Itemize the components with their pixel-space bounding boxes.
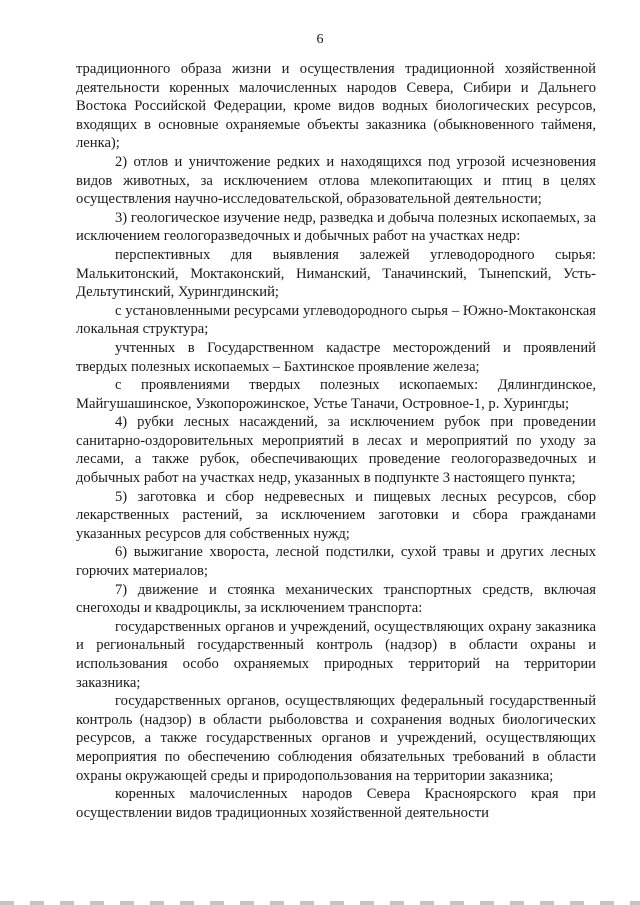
document-body bbox=[76, 60, 596, 822]
paragraph-item-2: 2) отлов и уничтожение редких и находящихся под угрозой исчезновения видов животных, за исключением отлова млекопитающих и птиц в целях осуществления научно-исследовательской, образовательной деятельности; bbox=[76, 153, 596, 208]
page-number: 6 bbox=[316, 32, 324, 47]
paragraph-indigenous-peoples: коренных малочисленных народов Севера Красноярского края при осуществлении видов традиционных хозяйственной деятельности bbox=[76, 786, 596, 821]
paragraph-item-7: 7) движение и стоянка механических транспортных средств, включая снегоходы и квадроциклы, за исключением транспорта: bbox=[76, 581, 596, 617]
paragraph-continuation: традиционного образа жизни и осуществления традиционной хозяйственной деятельности коренных малочисленных народов Севера, Сибири и Дальнего Востока Российской Федерации, кроме видов водных биологических ресурсов, входящих в основные охраняемые объекты заказника (обыкновенного тайменя, ленка); bbox=[76, 61, 596, 152]
paragraph-item-5: 5) заготовка и сбор недревесных и пищевых лесных ресурсов, сбор лекарственных растений, за исключением заготовки и сбора гражданами указанных ресурсов для собственных нужд; bbox=[76, 488, 596, 542]
paragraph-established-resources: с установленными ресурсами углеводородного сырья – Южно-Моктаконская локальная структура; bbox=[76, 302, 596, 338]
paragraph-regional-bodies: государственных органов и учреждений, осуществляющих охрану заказника и региональный государственный контроль (надзор) в области охраны и использования особо охраняемых природных территорий на территории заказника; bbox=[76, 618, 596, 691]
paragraph-item-4: 4) рубки лесных насаждений, за исключением рубок при проведении санитарно-оздоровительных мероприятий в лесах и мероприятий по уходу за лесами, а также рубок, обеспечивающих проведение геологоразведочных и добычных работ на участках недр, указанных в подпункте 3 настоящего пункта; bbox=[76, 414, 596, 487]
paragraph-federal-bodies: государственных органов, осуществляющих федеральный государственный контроль (надзор) в области рыболовства и сохранения водных биологических ресурсов, а также государственных органов и учреждений, осуществляющих мероприятия по обеспечению соблюдения обязательных требований в области охраны окружающей среды и природопользования на территории заказника; bbox=[76, 693, 596, 784]
paragraph-cadastre: учтенных в Государственном кадастре месторождений и проявлений твердых полезных ископаемых – Бахтинское проявление железа; bbox=[76, 339, 596, 375]
scan-edge-marks bbox=[0, 901, 640, 905]
paragraph-prospective-sites: перспективных для выявления залежей углеводородного сырья: Малькитонский, Моктаконский, Ниманский, Таначинский, Тынепский, Усть-Дельтутинский, Хурингдинский; bbox=[76, 246, 596, 301]
paragraph-item-6: 6) выжигание хвороста, лесной подстилки, сухой травы и других лесных горючих материалов; bbox=[76, 544, 596, 580]
paragraph-item-3: 3) геологическое изучение недр, разведка и добыча полезных ископаемых, за исключением геологоразведочных и добычных работ на участках недр: bbox=[76, 209, 596, 245]
paragraph-mineral-showings: с проявлениями твердых полезных ископаемых: Дялингдинское, Майгушашинское, Узкопорожинское, Устье Таначи, Островное-1, р. Хурингды; bbox=[76, 377, 596, 412]
